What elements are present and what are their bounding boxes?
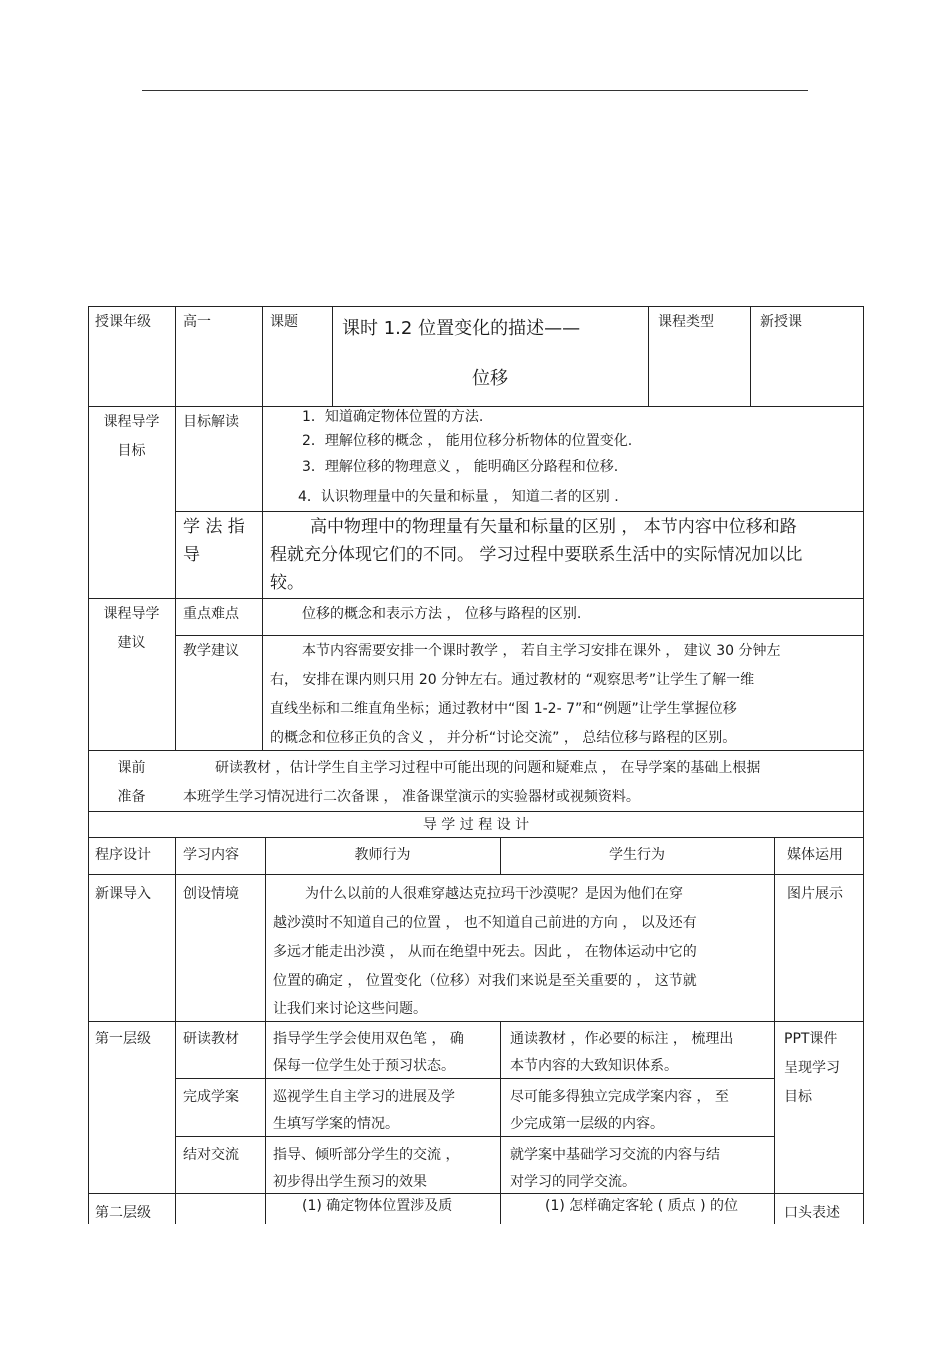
table-border <box>262 406 263 750</box>
prep-label: 准备 <box>117 789 146 805</box>
method-label: 导 <box>183 545 200 565</box>
teaching-advice-text: 的概念和位移正负的含义 ， 并分析“讨论交流” ， 总结位移与路程的区别。 <box>270 730 737 746</box>
intro-text: 为什么以前的人很难穿越达克拉玛干沙漠呢？是因为他们在穿 <box>305 886 683 902</box>
stage-label: 第一层级 <box>95 1031 151 1047</box>
content-label: 完成学案 <box>183 1089 239 1105</box>
goals-label: 目标 <box>117 443 146 459</box>
grade-label: 授课年级 <box>95 314 151 330</box>
column-header: 程序设计 <box>95 847 151 863</box>
table-border <box>750 306 751 406</box>
topic-title-line1: 课时 1.2 位置变化的描述—— <box>342 318 581 339</box>
table-border <box>88 1193 864 1194</box>
table-border <box>500 1021 501 1224</box>
intro-text: 越沙漠时不知道自己的位置 ， 也不知道自己前进的方向 ， 以及还有 <box>273 915 697 931</box>
prep-label: 课前 <box>117 760 146 776</box>
advice-label: 建议 <box>117 635 146 651</box>
intro-text: 位置的确定 ， 位置变化（位移）对我们来说是至关重要的 ， 这节就 <box>273 973 697 989</box>
table-border <box>88 811 864 812</box>
table-border <box>863 306 864 1224</box>
teacher-action: 巡视学生自主学习的进展及学 <box>273 1089 455 1105</box>
student-action: 对学习的同学交流。 <box>510 1174 636 1190</box>
table-border <box>88 874 864 875</box>
table-border <box>175 306 176 750</box>
course-type-label: 课程类型 <box>658 314 714 330</box>
content-label: 结对交流 <box>183 1147 239 1163</box>
table-border <box>648 306 649 406</box>
media-label: 口头表述 <box>784 1205 840 1221</box>
target-label: 目标解读 <box>183 414 239 430</box>
table-border <box>88 837 864 838</box>
table-border <box>88 598 864 599</box>
table-border <box>262 306 263 406</box>
method-text: 较。 <box>270 573 304 593</box>
prep-text: 本班学生学习情况进行二次备课 ， 准备课堂演示的实验器材或视频资料。 <box>183 789 640 805</box>
teacher-action: 生填写学案的情况。 <box>273 1116 399 1132</box>
goal-item: 1．知道确定物体位置的方法. <box>302 409 484 425</box>
table-border <box>332 306 333 406</box>
column-header: 教师行为 <box>354 847 411 863</box>
teacher-action: (1) 确定物体位置涉及质 <box>302 1198 453 1214</box>
goal-item: 3．理解位移的物理意义 ， 能明确区分路程和位移. <box>302 459 619 475</box>
student-action: 通读教材 ，作必要的标注 ， 梳理出 <box>510 1031 734 1047</box>
student-action: 尽可能多得独立完成学案内容 ， 至 <box>510 1089 729 1105</box>
teacher-action: 指导、倾听部分学生的交流 ， <box>273 1147 460 1163</box>
media-label: PPT课件 <box>784 1031 838 1047</box>
table-border <box>88 1021 864 1022</box>
method-text: 程就充分体现它们的不同。 学习过程中要联系生活中的实际情况加以比 <box>270 545 803 565</box>
goal-item: 4．认识物理量中的矢量和标量 ， 知道二者的区别 . <box>298 489 619 505</box>
process-title: 导 学 过 程 设 计 <box>422 817 530 833</box>
method-text: 高中物理中的物理量有矢量和标量的区别 ， 本节内容中位移和路 <box>310 517 797 537</box>
key-points-text: 位移的概念和表示方法 ， 位移与路程的区别. <box>302 606 582 622</box>
advice-label: 课程导学 <box>103 606 160 622</box>
table-border <box>88 750 864 751</box>
stage-label: 第二层级 <box>95 1205 151 1221</box>
prep-text: 研读教材 ，估计学生自主学习过程中可能出现的问题和疑难点 ， 在导学案的基础上根据 <box>215 760 761 776</box>
student-action: 少完成第一层级的内容。 <box>510 1116 664 1132</box>
student-action: 本节内容的大致知识体系。 <box>510 1058 678 1074</box>
topic-title-line2: 位移 <box>472 368 508 389</box>
teaching-advice-text: 右， 安排在课内则只用 20 分钟左右。通过教材的 “观察思考”让学生了解一维 <box>270 672 755 688</box>
media-label: 图片展示 <box>787 886 843 902</box>
column-header: 学生行为 <box>609 847 665 863</box>
media-label: 目标 <box>784 1089 812 1105</box>
intro-text: 多远才能走出沙漠 ， 从而在绝望中死去。因此 ， 在物体运动中它的 <box>273 944 697 960</box>
grade-value: 高一 <box>183 314 211 330</box>
table-border <box>88 306 864 307</box>
column-header: 媒体运用 <box>787 847 843 863</box>
content-label: 研读教材 <box>183 1031 239 1047</box>
table-border <box>774 837 775 1224</box>
table-border <box>265 837 266 1224</box>
table-border <box>175 837 176 1224</box>
course-type-value: 新授课 <box>760 314 802 330</box>
table-border <box>88 406 864 407</box>
goals-label: 课程导学 <box>103 414 160 430</box>
key-points-label: 重点难点 <box>183 606 239 622</box>
goal-item: 2．理解位移的概念 ， 能用位移分析物体的位置变化. <box>302 433 633 449</box>
table-border <box>175 635 864 636</box>
method-label: 学 法 指 <box>183 517 245 537</box>
table-border <box>175 511 864 512</box>
media-label: 呈现学习 <box>784 1060 840 1076</box>
teaching-advice-label: 教学建议 <box>183 643 239 659</box>
student-action: (1) 怎样确定客轮 ( 质点 ) 的位 <box>545 1198 739 1214</box>
content-label: 创设情境 <box>183 886 239 902</box>
teacher-action: 指导学生学会使用双色笔 ， 确 <box>273 1031 464 1047</box>
teacher-action: 保每一位学生处于预习状态。 <box>273 1058 455 1074</box>
teaching-advice-text: 本节内容需要安排一个课时教学 ， 若自主学习安排在课外 ， 建议 30 分钟左 <box>302 643 781 659</box>
teacher-action: 初步得出学生预习的效果 <box>273 1174 427 1190</box>
teaching-advice-text: 直线坐标和二维直角坐标；通过教材中“图 1-2- 7”和“例题”让学生掌握位移 <box>270 701 737 717</box>
student-action: 就学案中基础学习交流的内容与结 <box>510 1147 720 1163</box>
intro-text: 让我们来讨论这些问题。 <box>273 1001 427 1017</box>
topic-label: 课题 <box>270 314 298 330</box>
stage-label: 新课导入 <box>95 886 151 902</box>
column-header: 学习内容 <box>183 847 239 863</box>
